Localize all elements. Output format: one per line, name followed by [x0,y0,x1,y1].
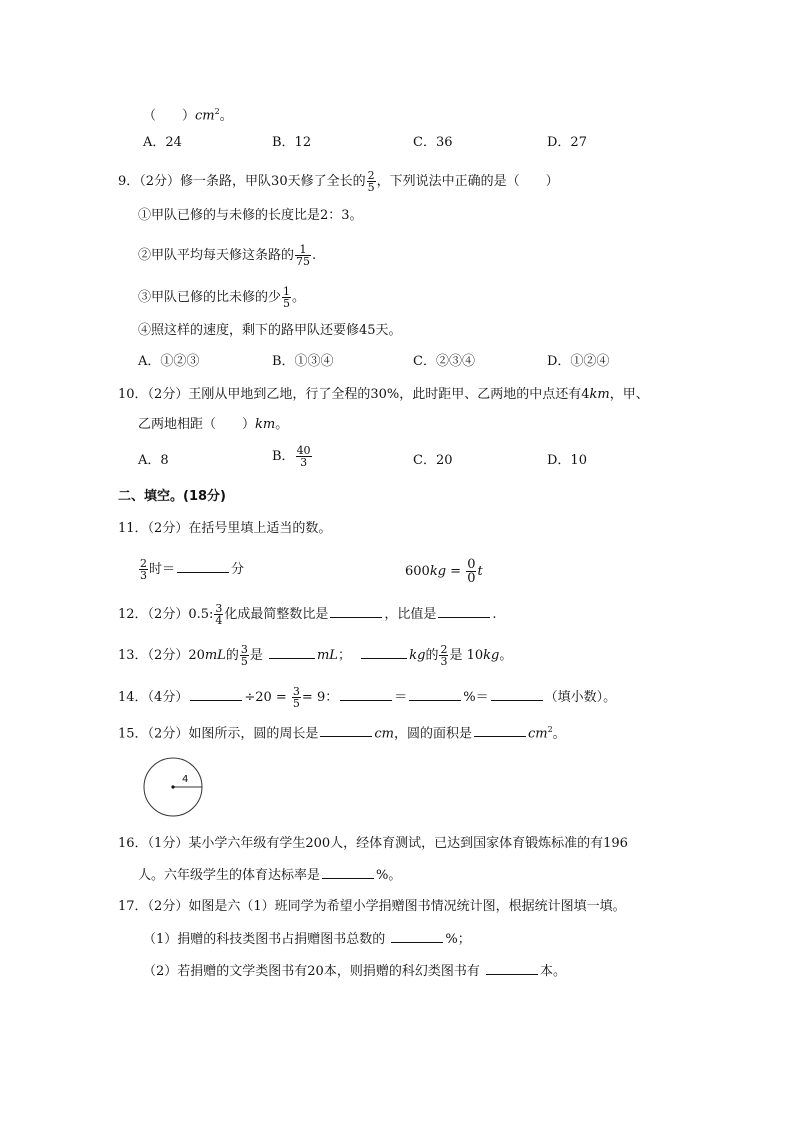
answer-blank[interactable] [177,560,229,573]
answer-blank[interactable] [491,688,543,701]
q11-stem: 11．（2分）在括号里填上适当的数。 [118,521,332,536]
q8-option-b[interactable]: B．12 [272,135,312,150]
q9-option-d[interactable]: D．①②④ [547,354,610,369]
answer-blank[interactable] [340,688,392,701]
radius-label: 4 [182,774,189,785]
q8-option-d[interactable]: D．27 [547,135,587,150]
q13: 13．（2分）20mL的 $\frac{3}{5}$ 是 mL； kg的 $\frac{2}{3}$ 是 10kg。 [118,643,513,668]
answer-blank[interactable] [391,930,443,943]
circle-figure [140,755,206,821]
answer-blank[interactable] [361,646,407,659]
q16-line1: 16．（1分）某小学六年级有学生200人，经体育测试，已达到国家体育锻炼标准的有196 [118,836,628,851]
q8-option-c[interactable]: C．36 [413,135,453,150]
section-title: 二、填空。(18分) [118,489,226,504]
q9-statement-4: ④照这样的速度，剩下的路甲队还要修45天。 [138,323,402,338]
q15: 15．（2分）如图所示，圆的周长是 cm，圆的面积是 $cm^2$。 [118,725,566,742]
q9-option-a[interactable]: A．①②③ [138,354,200,369]
answer-blank[interactable] [269,646,315,659]
q12: 12．（2分）0.5: $\frac{3}{4}$ 化成最简整数比是 ，比值是 . [118,602,497,627]
q14: 14．（4分） ÷20 = $\frac{3}{5}$ = 9： ＝ %＝ （填小数）。 [118,685,617,710]
fraction: $\frac{2}{3}$ [140,557,147,582]
fraction: $\frac{40}{3}$ [296,444,311,469]
fraction: $\frac{3}{4}$ [215,602,223,627]
q9-option-c[interactable]: C．②③④ [413,354,475,369]
fraction: $\frac{1}{75}$ [296,243,311,268]
q10-option-a[interactable]: A．8 [138,453,169,468]
fraction: $\frac{2}{5}$ [367,169,375,194]
q17-stem: 17．（2分）如图是六（1）班同学为希望小学捐赠图书情况统计图，根据统计图填一填。 [118,899,626,914]
q9-option-b[interactable]: B．①③④ [272,354,334,369]
q9-statement-2: ②甲队平均每天修这条路的 $\frac{1}{75}$ . [138,243,317,268]
answer-blank[interactable] [486,962,538,975]
q10-option-d[interactable]: D．10 [547,453,587,468]
q10-option-c[interactable]: C．20 [413,453,453,468]
q10-stem-line1: 10．（2分）王刚从甲地到乙地，行了全程的30%，此时距甲、乙两地的中点还有4km，甲、 [118,387,649,402]
fraction: $\frac{3}{5}$ [292,685,300,710]
answer-blank[interactable] [322,866,374,879]
answer-blank[interactable] [190,688,242,701]
q17-sub1: （1）捐赠的科技类图书占捐赠图书总数的 %； [143,932,471,947]
q10-stem-line2: 乙两地相距（ ）km。 [138,417,289,432]
q8-option-a[interactable]: A．24 [143,135,182,150]
fraction: $\frac{0}{0}$ [467,557,476,586]
q8-tail: （ ）$cm^2$。 [143,107,233,124]
fraction: $\frac{3}{5}$ [240,643,248,668]
q16-line2: 人。六年级学生的体育达标率是 %。 [138,868,402,883]
fraction: $\frac{1}{5}$ [283,285,291,310]
answer-blank[interactable] [409,688,461,701]
answer-blank[interactable] [474,724,526,737]
q11-left: $\frac{2}{3}$ 时＝ 分 [140,557,245,582]
q11-right: 600kg = $\frac{0}{0}$ t [405,557,483,586]
answer-blank[interactable] [438,605,490,618]
q9-stem: 9．（2分）修一条路，甲队30天修了全长的 $\frac{2}{5}$ ，下列说法中正确的是（ ） [118,169,559,194]
q9-statement-3: ③甲队已修的比未修的少 $\frac{1}{5}$ 。 [138,285,306,310]
q9-statement-1: ①甲队已修的与未修的长度比是2：3。 [138,208,363,223]
fraction: $\frac{2}{3}$ [440,643,448,668]
center-point [171,785,174,788]
q10-option-b[interactable]: B． $\frac{40}{3}$ [272,444,311,469]
answer-blank[interactable] [330,605,382,618]
answer-blank[interactable] [320,724,372,737]
q17-sub2: （2）若捐赠的文学类图书有20本，则捐赠的科幻类图书有 本。 [143,964,566,979]
